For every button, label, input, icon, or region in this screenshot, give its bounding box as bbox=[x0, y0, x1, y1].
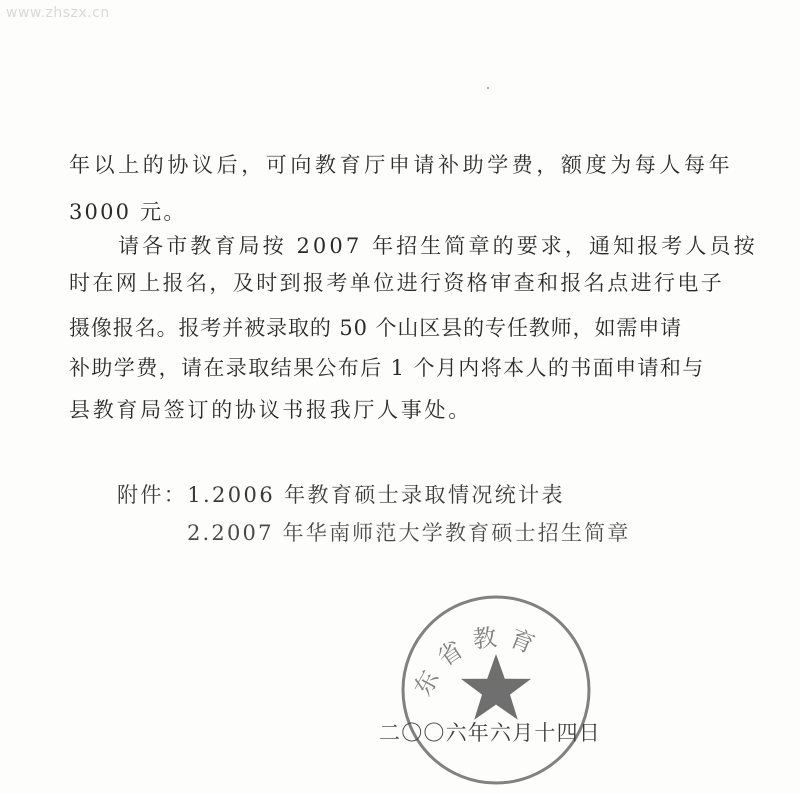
body-line-6: 补助学费，请在录取结果公布后 1 个月内将本人的书面申请和与 bbox=[69, 356, 705, 380]
document-date: 二〇〇六年六月十四日 bbox=[379, 721, 601, 745]
body-line-5: 摄像报名。报考并被录取的 50 个山区县的专任教师，如需申请 bbox=[69, 316, 683, 340]
body-line-7: 县教育局签订的协议书报我厅人事处。 bbox=[69, 398, 472, 422]
attachment-item-1: 附件：1.2006 年教育硕士录取情况统计表 bbox=[117, 483, 565, 507]
attachment-item-2: 2.2007 年华南师范大学教育硕士招生简章 bbox=[187, 521, 631, 545]
watermark: www.zhszx.cn bbox=[6, 5, 110, 21]
official-seal bbox=[398, 592, 594, 788]
body-line-4: 时在网上报名，及时到报考单位进行资格审查和报名点进行电子 bbox=[69, 271, 725, 295]
scan-speck bbox=[487, 87, 489, 89]
body-line-2: 3000 元。 bbox=[69, 200, 187, 224]
seal-text: 东省教育 bbox=[408, 622, 548, 701]
body-line-1: 年以上的协议后，可向教育厅申请补助学费，额度为每人每年 bbox=[69, 153, 734, 177]
star-icon bbox=[461, 654, 531, 720]
body-line-3: 请各市教育局按 2007 年招生简章的要求，通知报考人员按 bbox=[118, 234, 758, 258]
